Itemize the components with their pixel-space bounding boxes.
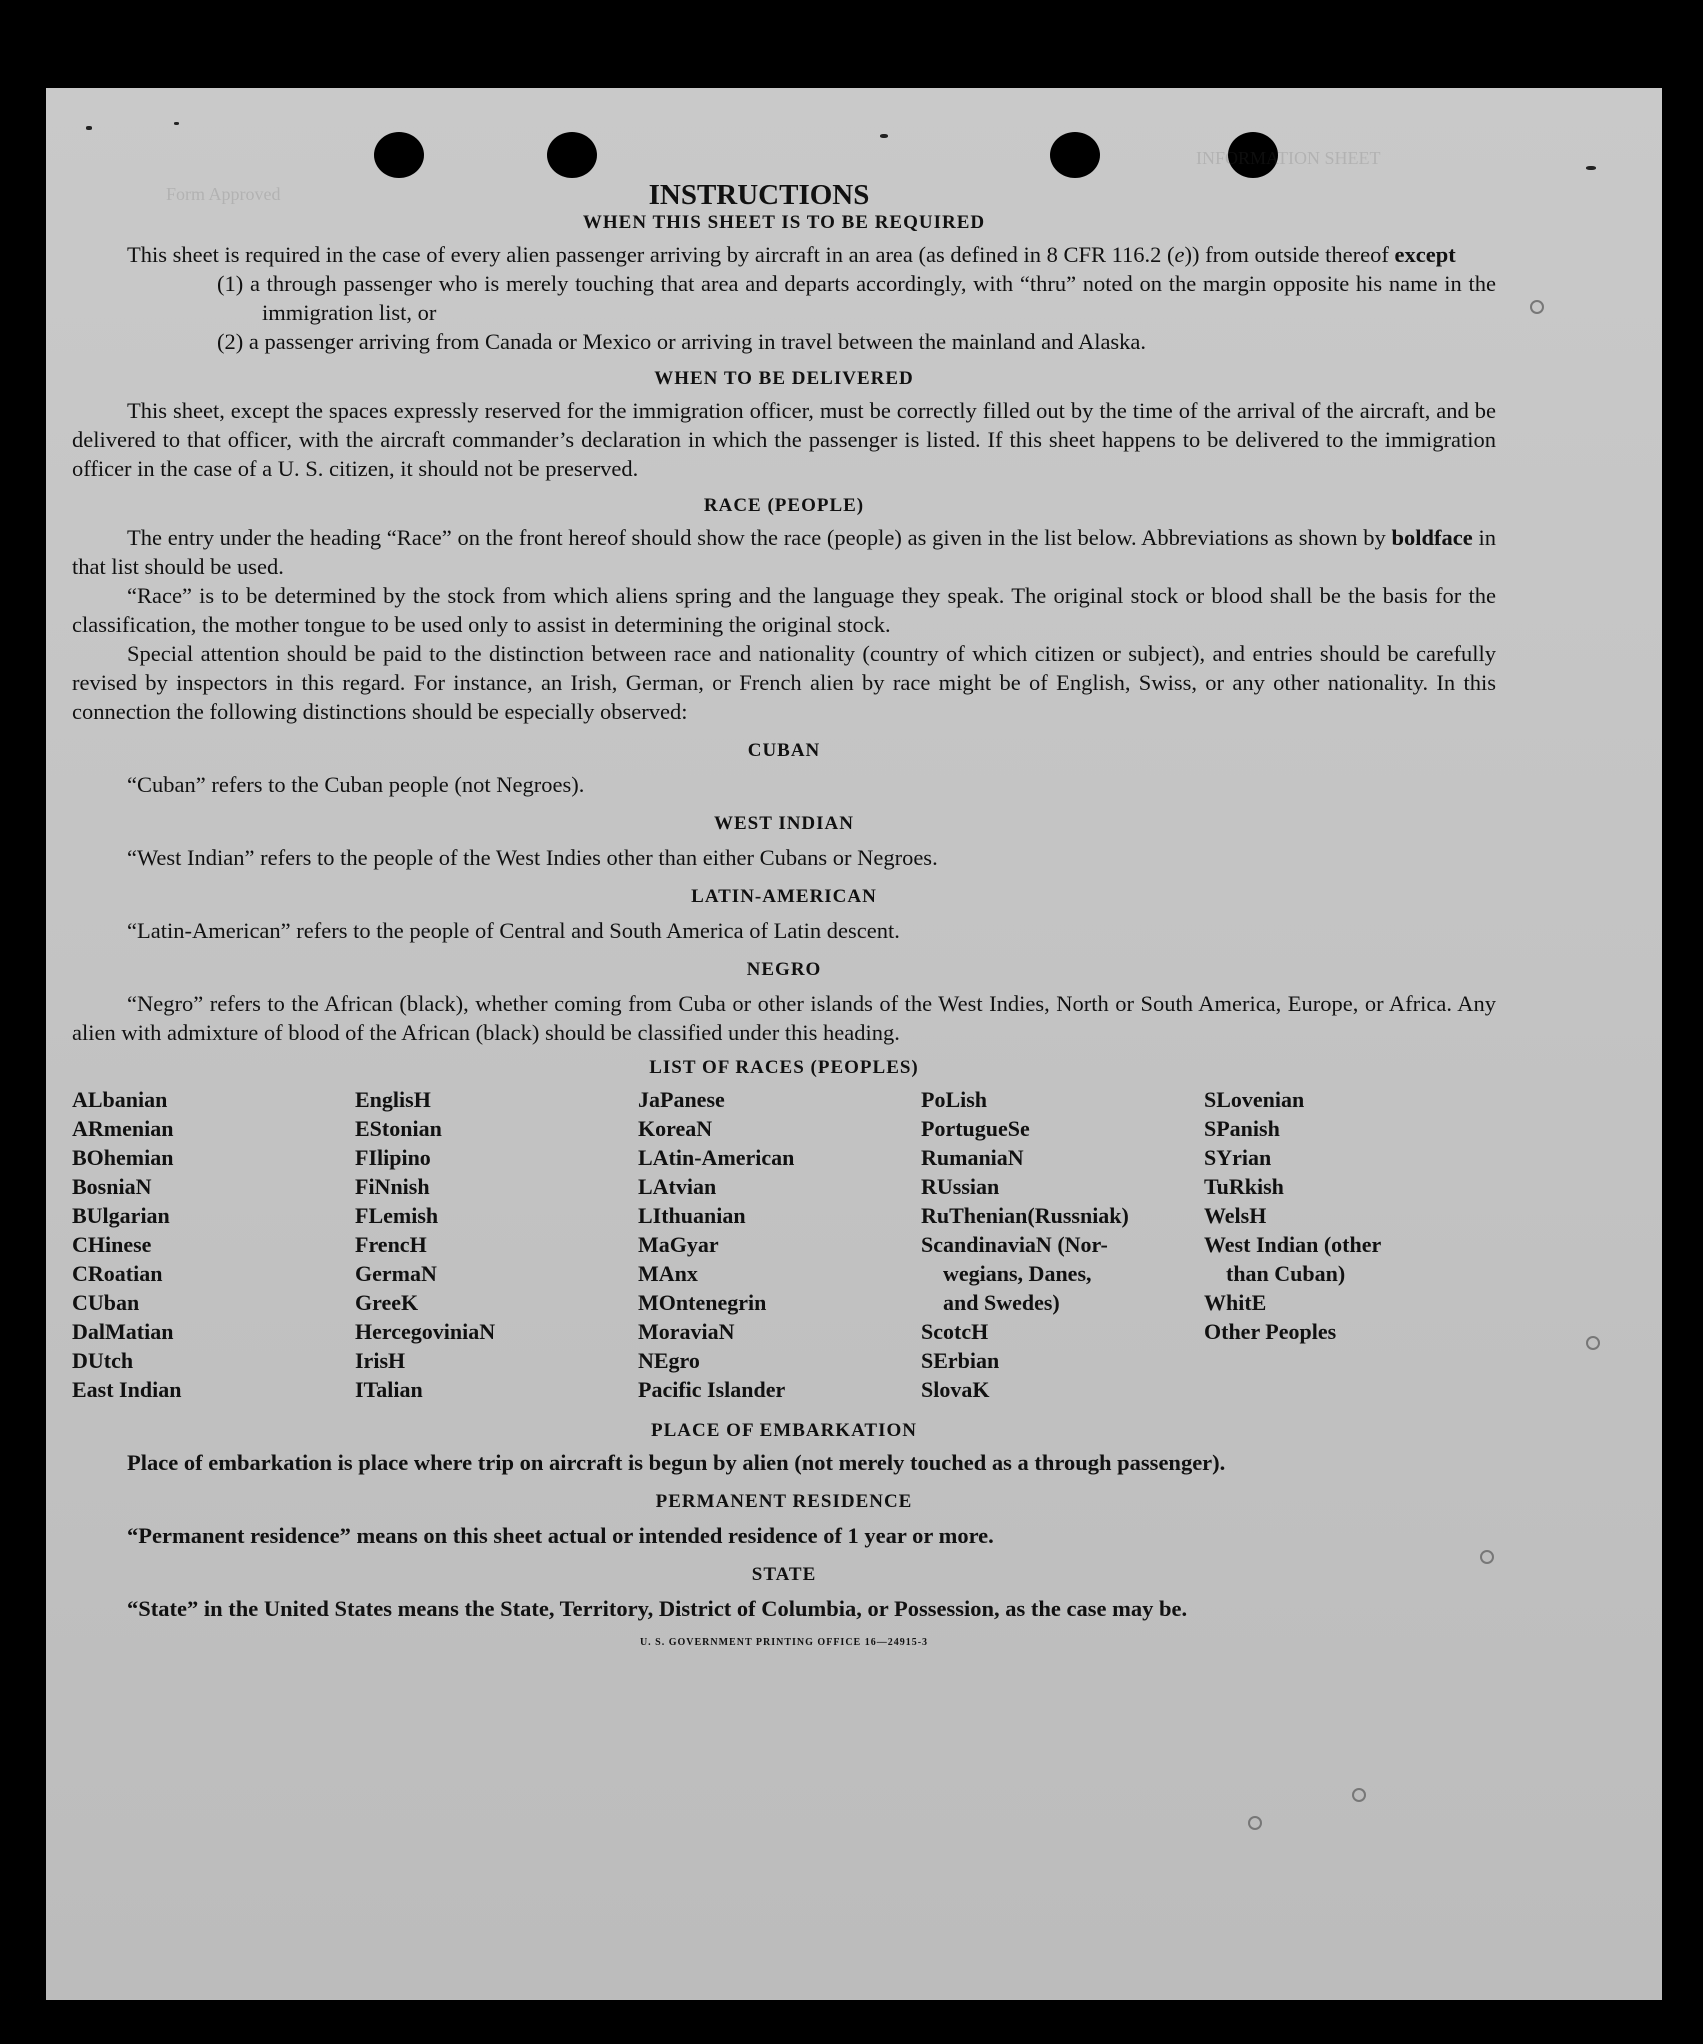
race-text-boldface: boldface xyxy=(1391,525,1473,550)
race-entry: and Swedes) xyxy=(943,1290,1060,1315)
race-entry: SErbian xyxy=(921,1348,1000,1373)
race-entry: NEgro xyxy=(638,1348,700,1373)
race-entry: DalMatian xyxy=(72,1319,174,1344)
section-heading-state: STATE xyxy=(751,1564,817,1585)
negro-paragraph: “Negro” refers to the African (black), whether coming from Cuba or other islands of the West Indies, North or South America, Europe, or Africa. Any alien with admixture of blood of the African (black) should be classified under this heading. xyxy=(72,991,1496,1045)
race-entry: PortugueSe xyxy=(921,1116,1030,1141)
race-entry: SLovenian xyxy=(1204,1087,1305,1112)
race-entry: TuRkish xyxy=(1204,1174,1284,1199)
ink-speck xyxy=(174,122,179,125)
section-heading-residence: PERMANENT RESIDENCE xyxy=(655,1491,913,1512)
bleed-through-text: Form Approved xyxy=(166,184,281,204)
race-entry: ARmenian xyxy=(72,1116,174,1141)
section-heading-required: WHEN THIS SHEET IS TO BE REQUIRED xyxy=(582,212,986,233)
race-entry: MaGyar xyxy=(638,1232,719,1257)
race-entry: GreeK xyxy=(355,1290,419,1315)
latin-american-paragraph: “Latin-American” refers to the people of Central and South America of Latin descent. xyxy=(127,918,900,943)
race-entry: SYrian xyxy=(1204,1145,1272,1170)
race-entry: FrencH xyxy=(355,1232,427,1257)
race-entry: MAnx xyxy=(638,1261,698,1286)
punch-hole xyxy=(547,132,597,178)
race-entry: JaPanese xyxy=(638,1087,725,1112)
race-entry: LAtin-American xyxy=(638,1145,795,1170)
race-entry: ScotcH xyxy=(921,1319,989,1344)
races-column-3 xyxy=(638,1085,921,1404)
race-paragraph-3: Special attention should be paid to the distinction between race and nationality (country of which citizen or subject), and entries should be carefully revised by inspectors in this regard. For instance, an Irish, German, or French alien by race might be of English, Swiss, or any other nationality. In this connection the following distinctions should be especially observed: xyxy=(72,641,1496,724)
race-entry: RumaniaN xyxy=(921,1145,1024,1170)
race-text-b: in that list should be used. xyxy=(72,525,1496,579)
race-entry: ScandinaviaN (Nor- xyxy=(921,1232,1108,1257)
punch-hole xyxy=(1050,132,1100,178)
section-heading-west-indian: WEST INDIAN xyxy=(714,813,854,834)
race-entry: LIthuanian xyxy=(638,1203,746,1228)
embarkation-paragraph: Place of embarkation is place where trip on aircraft is begun by alien (not merely touched as a through passenger). xyxy=(127,1450,1226,1475)
race-entry: ALbanian xyxy=(72,1087,168,1112)
race-entry: RUssian xyxy=(921,1174,1000,1199)
race-entry: CUban xyxy=(72,1290,140,1315)
section-heading-race: RACE (PEOPLE) xyxy=(703,495,865,516)
races-column-5 xyxy=(1204,1085,1487,1404)
cuban-paragraph: “Cuban” refers to the Cuban people (not Negroes). xyxy=(127,772,585,797)
race-entry: IrisH xyxy=(355,1348,406,1373)
paper-spot xyxy=(1530,300,1544,314)
ink-speck xyxy=(86,126,92,130)
punch-hole xyxy=(374,132,424,178)
race-entry: MOntenegrin xyxy=(638,1290,767,1315)
required-text-b: )) from outside thereof xyxy=(1184,242,1395,267)
race-entry: EStonian xyxy=(355,1116,442,1141)
race-entry: DUtch xyxy=(72,1348,134,1373)
page-title: INSTRUCTIONS xyxy=(648,179,870,211)
required-item-2: (2) a passenger arriving from Canada or Mexico or arriving in travel between the mainland and Alaska. xyxy=(217,329,1147,354)
required-text-except: except xyxy=(1394,242,1456,267)
race-entry: SlovaK xyxy=(921,1377,990,1402)
race-entry: than Cuban) xyxy=(1226,1261,1346,1286)
document-sheet xyxy=(46,88,1662,2000)
ink-speck xyxy=(1586,166,1596,170)
race-entry: LAtvian xyxy=(638,1174,717,1199)
race-entry: CHinese xyxy=(72,1232,152,1257)
required-item-1: (1) a through passenger who is merely touching that area and departs accordingly, with “thru” noted on the margin opposite his name in the immigration list, or xyxy=(217,271,1496,325)
state-paragraph: “State” in the United States means the State, Territory, District of Columbia, or Possession, as the case may be. xyxy=(127,1596,1188,1621)
race-entry: CRoatian xyxy=(72,1261,163,1286)
section-heading-list-of-races: LIST OF RACES (PEOPLES) xyxy=(649,1057,919,1078)
race-entry: wegians, Danes, xyxy=(943,1261,1092,1286)
race-entry: BosniaN xyxy=(72,1174,152,1199)
race-text-a: The entry under the heading “Race” on the front hereof should show the race (people) as given in the list below. Abbreviations as shown by xyxy=(127,525,1392,550)
race-entry: FIlipino xyxy=(355,1145,431,1170)
instructions-body xyxy=(72,178,1496,1648)
race-entry: EnglisH xyxy=(355,1087,431,1112)
race-paragraph-1 xyxy=(72,523,1496,581)
west-indian-paragraph: “West Indian” refers to the people of the West Indies other than either Cubans or Negroes. xyxy=(127,845,938,870)
race-entry: MoraviaN xyxy=(638,1319,735,1344)
race-entry: ITalian xyxy=(355,1377,423,1402)
paper-spot xyxy=(1248,1816,1262,1830)
races-column-4 xyxy=(921,1085,1204,1404)
race-entry: East Indian xyxy=(72,1377,182,1402)
race-entry: FiNnish xyxy=(355,1174,430,1199)
race-entry: HercegoviniaN xyxy=(355,1319,496,1344)
race-entry: FLemish xyxy=(355,1203,439,1228)
required-paragraph xyxy=(72,240,1496,269)
race-entry: Pacific Islander xyxy=(638,1377,786,1402)
race-entry: RuThenian(Russniak) xyxy=(921,1203,1129,1228)
ink-speck xyxy=(880,134,888,138)
race-entry: KoreaN xyxy=(638,1116,713,1141)
races-column-1 xyxy=(72,1085,355,1404)
race-entry: GermaN xyxy=(355,1261,437,1286)
section-heading-latin-american: LATIN-AMERICAN xyxy=(691,886,877,907)
bleed-through-text: INFORMATION SHEET xyxy=(1196,148,1381,168)
section-heading-cuban: CUBAN xyxy=(747,740,821,761)
race-entry: West Indian (other xyxy=(1204,1232,1382,1257)
required-text-a: This sheet is required in the case of every alien passenger arriving by aircraft in an area (as defined in 8 CFR 116.2 ( xyxy=(127,242,1175,267)
race-paragraph-2: “Race” is to be determined by the stock from which aliens spring and the language they speak. The original stock or blood shall be the basis for the classification, the mother tongue to be used only to assist in determining the original stock. xyxy=(72,583,1496,637)
race-entry: PoLish xyxy=(921,1087,988,1112)
section-heading-delivered: WHEN TO BE DELIVERED xyxy=(654,368,914,389)
paper-spot xyxy=(1352,1788,1366,1802)
race-entry: SPanish xyxy=(1204,1116,1280,1141)
race-entry: BOhemian xyxy=(72,1145,174,1170)
section-heading-embarkation: PLACE OF EMBARKATION xyxy=(651,1420,917,1441)
printing-office-footer: U. S. GOVERNMENT PRINTING OFFICE 16—24915-3 xyxy=(639,1637,929,1648)
residence-paragraph: “Permanent residence” means on this sheet actual or intended residence of 1 year or more. xyxy=(127,1523,994,1548)
delivered-paragraph: This sheet, except the spaces expressly reserved for the immigration officer, must be correctly filled out by the time of the arrival of the aircraft, and be delivered to that officer, with the aircraft commander’s declaration in which the passenger is listed. If this sheet happens to be delivered to the immigration officer in the case of a U. S. citizen, it should not be preserved. xyxy=(72,398,1496,481)
section-heading-negro: NEGRO xyxy=(746,959,822,980)
paper-spot xyxy=(1586,1336,1600,1350)
race-entry: BUlgarian xyxy=(72,1203,170,1228)
race-entry: WelsH xyxy=(1204,1203,1267,1228)
race-entry: WhitE xyxy=(1204,1290,1267,1315)
required-text-e: e xyxy=(1174,242,1185,267)
race-entry: Other Peoples xyxy=(1204,1319,1337,1344)
races-column-2 xyxy=(355,1085,638,1404)
races-table xyxy=(72,1085,1496,1404)
